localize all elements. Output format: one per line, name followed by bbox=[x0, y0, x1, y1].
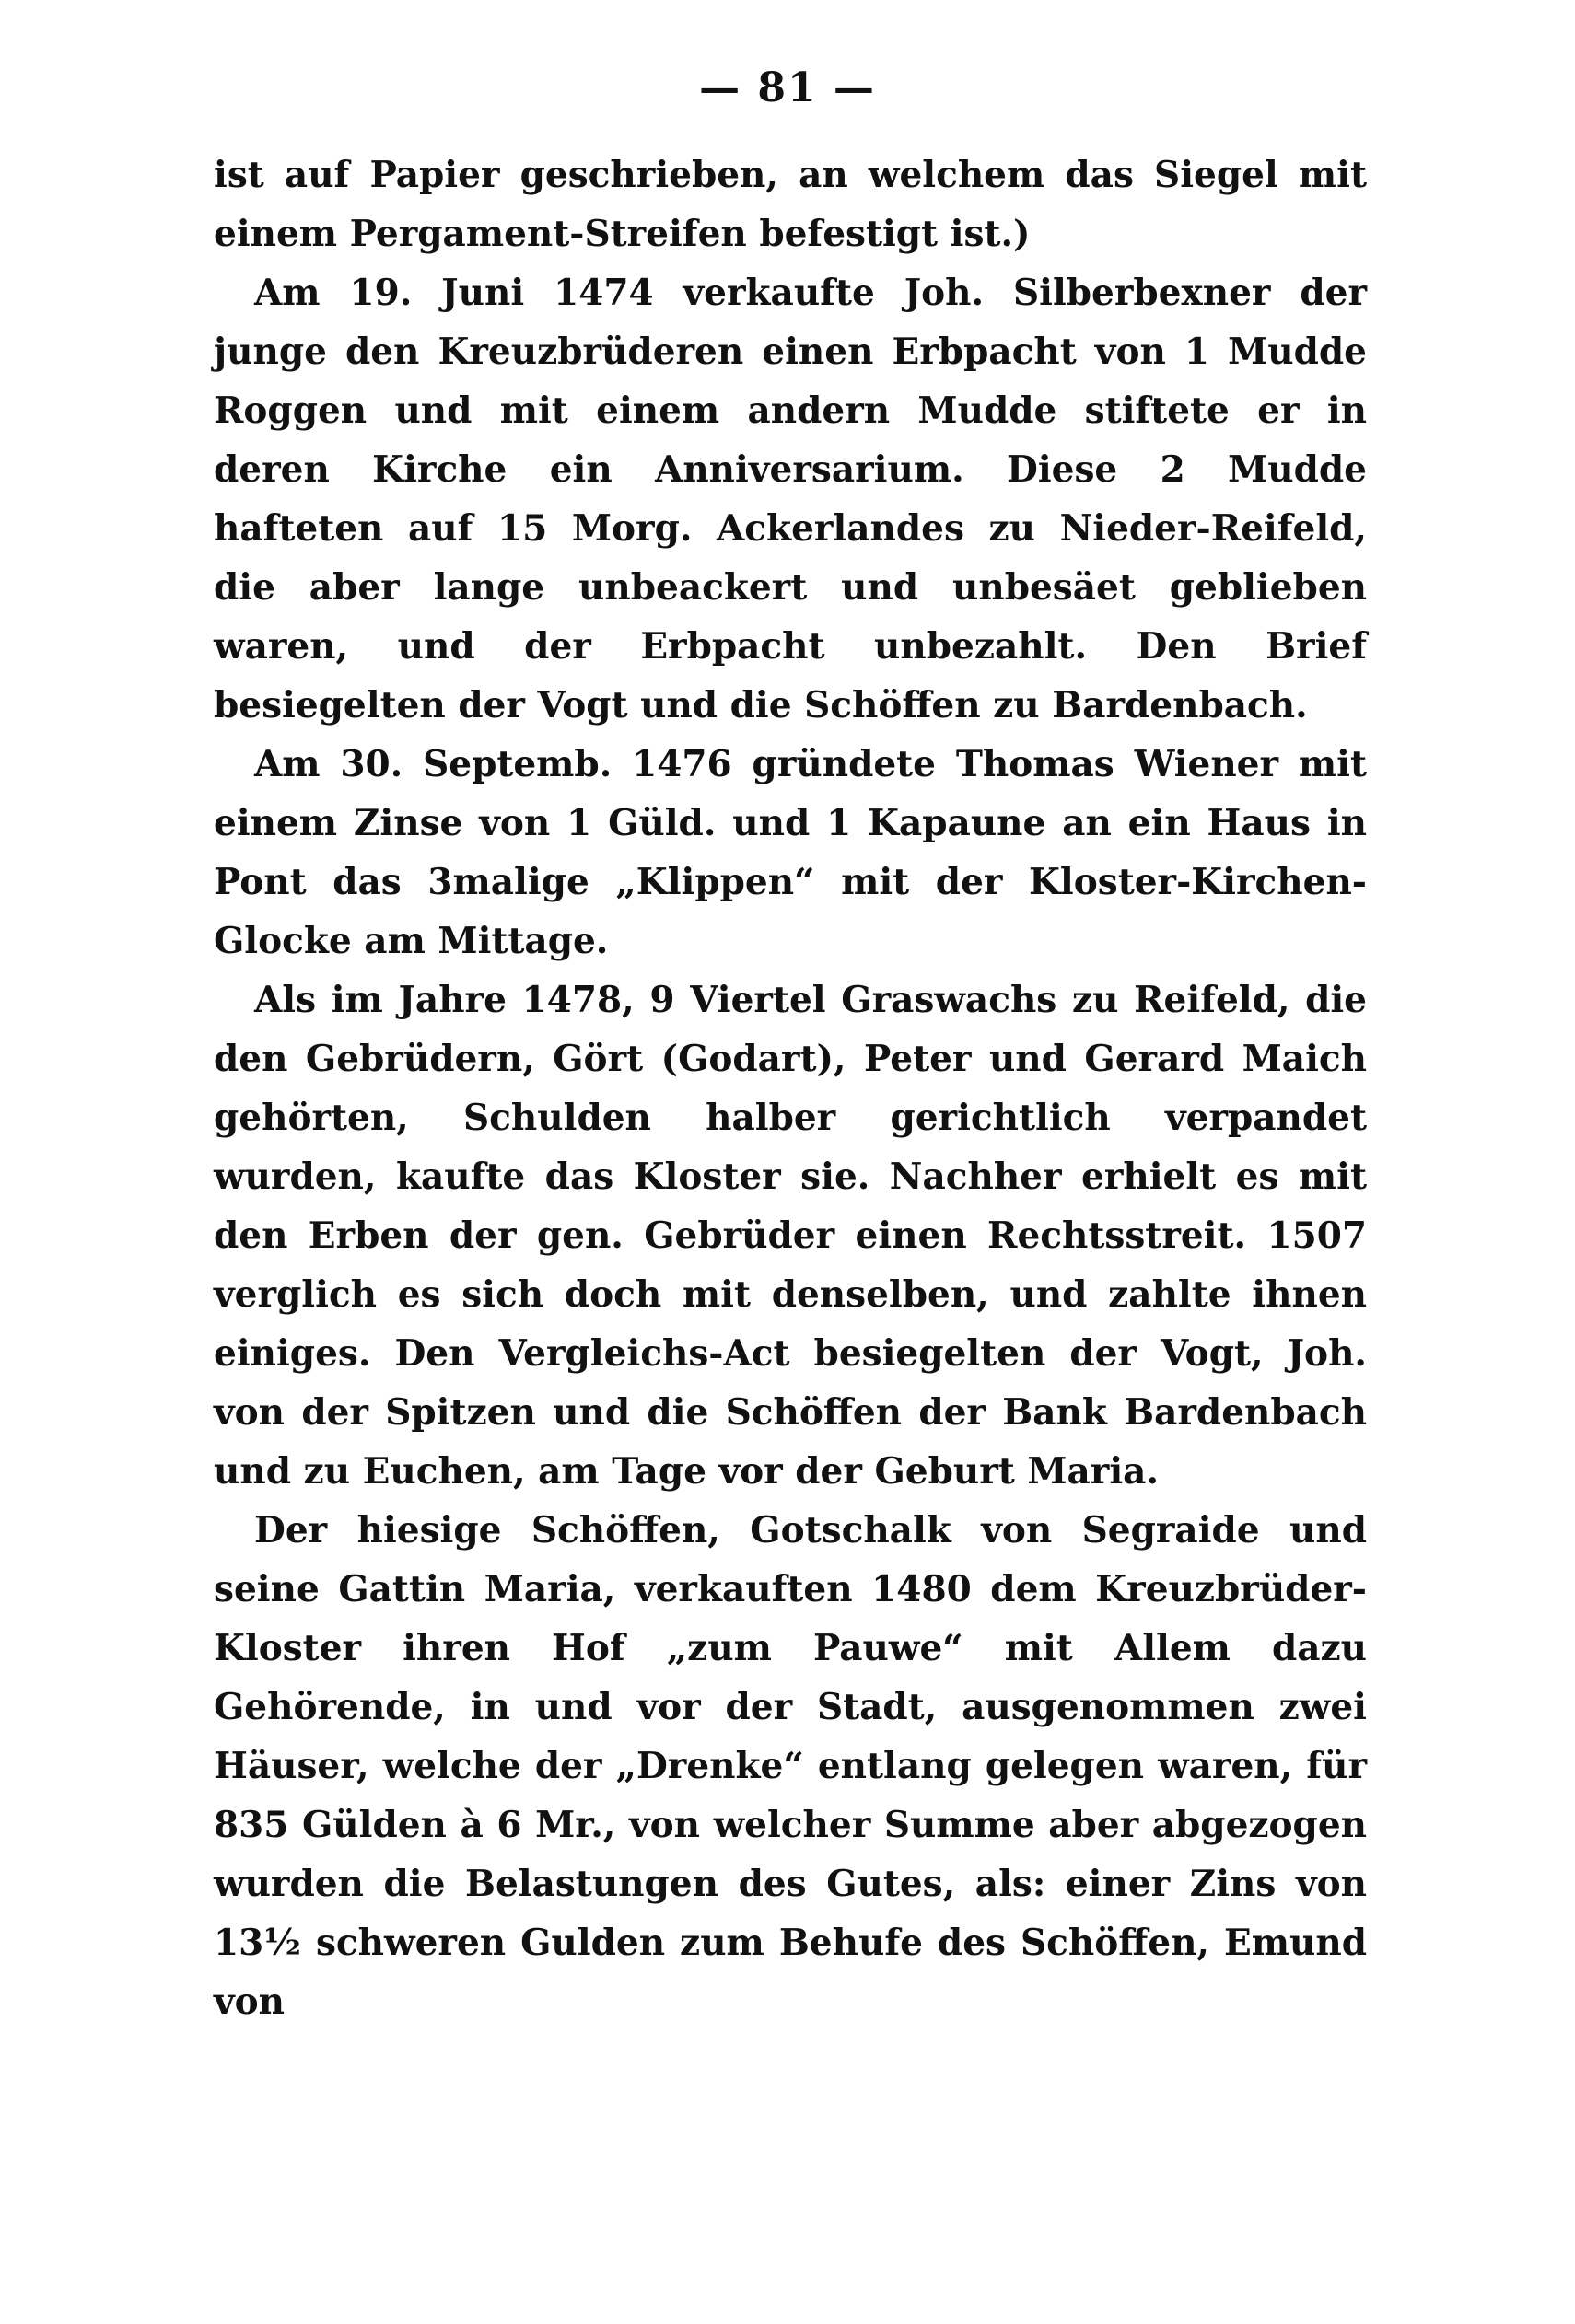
paragraph-1476-foundation: Am 30. Septemb. 1476 gründete Thomas Wiener mit einem Zinse von 1 Güld. und 1 Kapaune an ein Haus in Pont das 3malige „Klippen“ mit der Kloster-Kirchen-Glocke am Mittage. bbox=[214, 743, 1367, 962]
paragraph-1478-purchase: Als im Jahre 1478, 9 Viertel Graswachs zu Reifeld, die den Gebrüdern, Gört (Godart), Peter und Gerard Maich gehörten, Schulden halber gerichtlich verpandet wurden, kaufte das Kloster sie. Nachher erhielt es mit den Erben der gen. Gebrüder einen Rechtsstreit. 1507 verglich es sich doch mit denselben, und zahlte ihnen einiges. Den Vergleichs-Act besiegelten der Vogt, Joh. von der Spitzen und die Schöffen der Bank Bardenbach und zu Euchen, am Tage vor der Geburt Maria. bbox=[214, 979, 1367, 1493]
paragraph-1480-sale: Der hiesige Schöffen, Gotschalk von Segraide und seine Gattin Maria, verkauften 1480 dem Kreuzbrüder-Kloster ihren Hof „zum Pauwe“ mit Allem dazu Gehörende, in und vor der Stadt, ausgenommen zwei Häuser, welche der „Drenke“ entlang gelegen waren, für 835 Gülden à 6 Mr., von welcher Summe aber abgezogen wurden die Belastungen des Gutes, als: einer Zins von 13½ schweren Gulden zum Behufe des Schöffen, Emund von bbox=[214, 1509, 1367, 2023]
page-body bbox=[214, 145, 1367, 2031]
paragraph-1474-sale: Am 19. Juni 1474 verkaufte Joh. Silberbexner der junge den Kreuzbrüderen einen Erbpacht von 1 Mudde Roggen und mit einem andern Mudde stiftete er in deren Kirche ein Anniversarium. Diese 2 Mudde hafteten auf 15 Morg. Ackerlandes zu Nieder-Reifeld, die aber lange unbeackert und unbesäet geblieben waren, und der Erbpacht unbezahlt. Den Brief besiegelten der Vogt und die Schöffen zu Bardenbach. bbox=[214, 272, 1367, 726]
page-number: — 81 — bbox=[699, 64, 876, 111]
paragraph-continuation: ist auf Papier geschrieben, an welchem das Siegel mit einem Pergament-Streifen befestigt ist.) bbox=[214, 154, 1367, 255]
